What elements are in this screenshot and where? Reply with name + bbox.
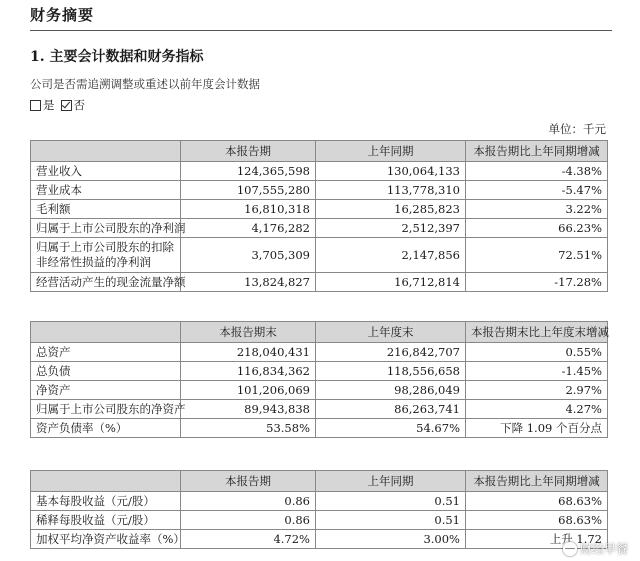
- table-cell: 0.86: [181, 492, 316, 511]
- table-cell: -17.28%: [466, 273, 608, 292]
- per-share-table: [30, 470, 608, 549]
- table-row: [31, 238, 608, 273]
- option-yes[interactable]: [30, 97, 55, 113]
- table-header-row: [31, 322, 608, 343]
- table-row: [31, 511, 608, 530]
- page-title: 财务摘要: [30, 6, 95, 24]
- column-header: 上年同期: [316, 141, 466, 162]
- income-table: [30, 140, 608, 292]
- table-cell: 53.58%: [181, 419, 316, 438]
- row-label: 经营活动产生的现金流量净额: [31, 273, 181, 292]
- table-cell: 0.51: [316, 492, 466, 511]
- option-no[interactable]: [61, 97, 86, 113]
- table-cell: 66.23%: [466, 219, 608, 238]
- column-header: 上年度末: [316, 322, 466, 343]
- table-row: [31, 343, 608, 362]
- row-label: 归属于上市公司股东的净资产: [31, 400, 181, 419]
- table-cell: 0.51: [316, 511, 466, 530]
- table-row: [31, 400, 608, 419]
- table-cell: 13,824,827: [181, 273, 316, 292]
- table-row: [31, 181, 608, 200]
- table-cell: 107,555,280: [181, 181, 316, 200]
- option-no-label: 否: [73, 98, 85, 112]
- table-cell: -5.47%: [466, 181, 608, 200]
- table-cell: 68.63%: [466, 511, 608, 530]
- row-label: 总负债: [31, 362, 181, 381]
- table-row: [31, 273, 608, 292]
- restatement-options: [30, 97, 85, 113]
- table-row: [31, 530, 608, 549]
- table-cell: 2,147,856: [316, 238, 466, 273]
- table-cell: 72.51%: [466, 238, 608, 273]
- restatement-question: 公司是否需追溯调整或重述以前年度会计数据: [30, 77, 260, 91]
- column-header: 本报告期比上年同期增减: [466, 141, 608, 162]
- table-cell: 2.97%: [466, 381, 608, 400]
- table-cell: 68.63%: [466, 492, 608, 511]
- table-cell: 4,176,282: [181, 219, 316, 238]
- watermark: [563, 540, 628, 557]
- row-label: 基本每股收益（元/股）: [31, 492, 181, 511]
- row-label: 稀释每股收益（元/股）: [31, 511, 181, 530]
- table-header-row: [31, 471, 608, 492]
- table-cell: 101,206,069: [181, 381, 316, 400]
- watermark-logo-icon: [563, 542, 577, 556]
- table-header-row: [31, 141, 608, 162]
- column-header: [31, 471, 181, 492]
- row-label: 资产负债率（%）: [31, 419, 181, 438]
- table-cell: 216,842,707: [316, 343, 466, 362]
- table-cell: 98,286,049: [316, 381, 466, 400]
- table-row: [31, 492, 608, 511]
- table-cell: 118,556,658: [316, 362, 466, 381]
- table-cell: 4.72%: [181, 530, 316, 549]
- column-header: 本报告期末: [181, 322, 316, 343]
- row-label: 归属于上市公司股东的扣除非经常性损益的净利润: [31, 238, 181, 273]
- option-yes-label: 是: [43, 98, 55, 112]
- table-cell: 0.86: [181, 511, 316, 530]
- watermark-text: 财经早餐: [579, 542, 628, 556]
- table-row: [31, 200, 608, 219]
- table-cell: 89,943,838: [181, 400, 316, 419]
- row-label: 营业成本: [31, 181, 181, 200]
- column-header: 本报告期末比上年度末增减: [466, 322, 608, 343]
- table-cell: 16,712,814: [316, 273, 466, 292]
- table-cell: 218,040,431: [181, 343, 316, 362]
- table-cell: 3.00%: [316, 530, 466, 549]
- column-header: 本报告期比上年同期增减: [466, 471, 608, 492]
- checkbox-checked-icon[interactable]: [61, 100, 72, 111]
- table-row: [31, 419, 608, 438]
- column-header: [31, 322, 181, 343]
- table-row: [31, 381, 608, 400]
- table-row: [31, 362, 608, 381]
- row-label: 营业收入: [31, 162, 181, 181]
- balance-table: [30, 321, 608, 438]
- table-cell: 3,705,309: [181, 238, 316, 273]
- table-cell: 2,512,397: [316, 219, 466, 238]
- table-cell: 上升 1.72: [466, 530, 608, 549]
- row-label: 总资产: [31, 343, 181, 362]
- table-cell: 54.67%: [316, 419, 466, 438]
- row-label: 加权平均净资产收益率（%）: [31, 530, 181, 549]
- table-cell: 0.55%: [466, 343, 608, 362]
- row-label: 毛利额: [31, 200, 181, 219]
- column-header: 本报告期: [181, 141, 316, 162]
- section-heading: 1. 主要会计数据和财务指标: [30, 49, 204, 65]
- table-cell: 16,285,823: [316, 200, 466, 219]
- checkbox-unchecked-icon[interactable]: [30, 100, 41, 111]
- unit-label: 单位：千元: [548, 122, 606, 136]
- table-cell: 116,834,362: [181, 362, 316, 381]
- table-row: [31, 219, 608, 238]
- column-header: 本报告期: [181, 471, 316, 492]
- table-cell: -1.45%: [466, 362, 608, 381]
- title-divider: [30, 30, 612, 31]
- table-cell: 4.27%: [466, 400, 608, 419]
- row-label: 净资产: [31, 381, 181, 400]
- table-cell: 130,064,133: [316, 162, 466, 181]
- table-cell: 3.22%: [466, 200, 608, 219]
- column-header: [31, 141, 181, 162]
- column-header: 上年同期: [316, 471, 466, 492]
- table-cell: 86,263,741: [316, 400, 466, 419]
- table-cell: 下降 1.09 个百分点: [466, 419, 608, 438]
- table-row: [31, 162, 608, 181]
- table-cell: 16,810,318: [181, 200, 316, 219]
- table-cell: 113,778,310: [316, 181, 466, 200]
- table-cell: -4.38%: [466, 162, 608, 181]
- row-label: 归属于上市公司股东的净利润: [31, 219, 181, 238]
- table-cell: 124,365,598: [181, 162, 316, 181]
